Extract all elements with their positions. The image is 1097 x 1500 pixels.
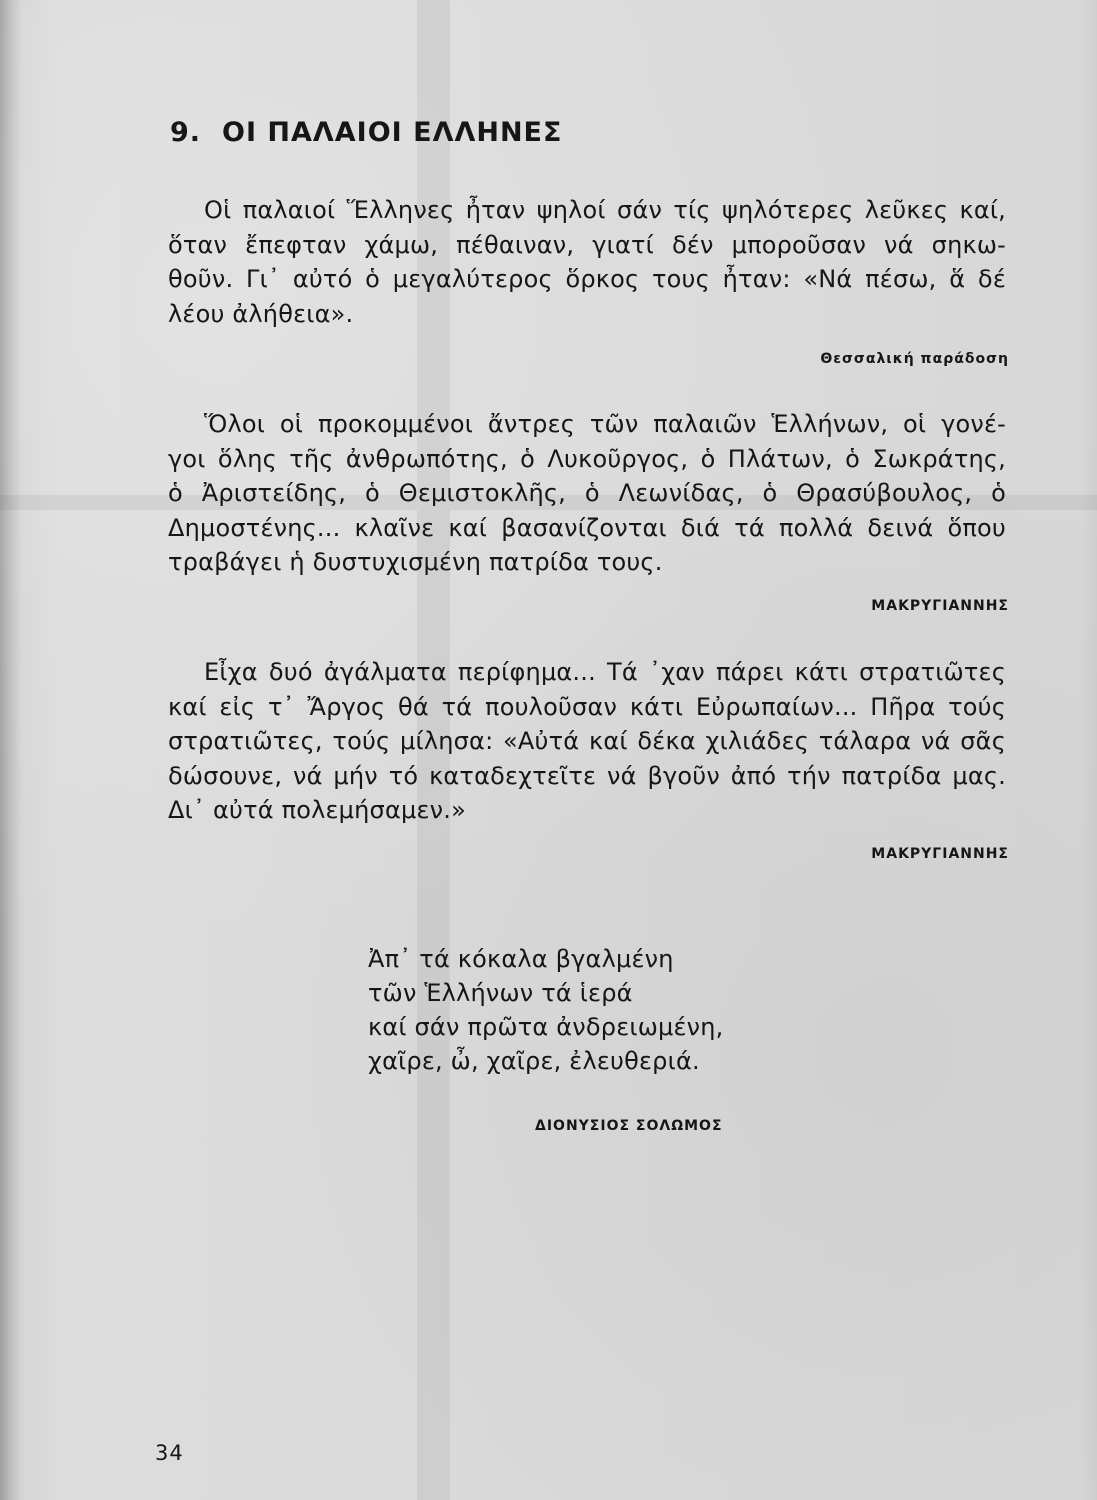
paragraph-line: στρατιῶτες, τούς μίλησα: «Αὐτά καί δέκα χιλιάδες τάλαρα νά σᾶς — [168, 727, 1006, 755]
poem-line: Ἀπ᾿ τά κόκαλα βγαλμένη — [368, 945, 674, 973]
source-thessalian-tradition: Θεσσαλική παράδοση — [820, 351, 1009, 367]
chapter-title-text: ΟΙ ΠΑΛΑΙΟΙ ΕΛΛΗΝΕΣ — [222, 117, 563, 148]
paragraph-line: καί εἰς τ᾿ Ἄργος θά τά πουλοῦσαν κάτι Εὐρωπαίων... Πῆρα τούς — [168, 692, 1006, 721]
paragraph-line: Δημοστένης... κλαῖνε καί βασανίζονται διά τά πολλά δεινά ὅπου — [168, 513, 1006, 542]
paragraph-line: Οἱ παλαιοί Ἕλληνες ἦταν ψηλοί σάν τίς ψηλότερες λεῦκες καί, — [204, 196, 1006, 224]
page-number: 34 — [155, 1441, 184, 1465]
poem-solomos — [368, 942, 724, 1078]
chapter-title — [170, 117, 690, 148]
poem-source: ΔΙΟΝΥΣΙΟΣ ΣΟΛΩΜΟΣ — [535, 1118, 723, 1134]
paragraph-makrygiannis-statues — [168, 655, 1006, 828]
paragraph-line: δώσουνε, νά μήν τό καταδεχτεῖτε νά βγοῦν ἀπό τήν πατρίδα μας. — [168, 761, 1006, 790]
chapter-number: 9. — [170, 117, 202, 148]
source-makrygiannis-1: ΜΑΚΡΥΓΙΑΝΝΗΣ — [871, 598, 1009, 614]
source-makrygiannis-2: ΜΑΚΡΥΓΙΑΝΝΗΣ — [871, 846, 1009, 862]
paragraph-line: λέου ἀλήθεια». — [168, 299, 354, 328]
paragraph-line: Δι᾿ αὐτά πολεμήσαμεν.» — [168, 796, 466, 824]
poem-line: καί σάν πρῶτα ἀνδρειωμένη, — [368, 1013, 724, 1041]
poem-line: τῶν Ἑλλήνων τά ἱερά — [368, 979, 633, 1007]
paragraph-makrygiannis-ancients — [168, 407, 1006, 580]
paragraph-thessalian-tradition — [168, 193, 1006, 331]
paragraph-line: γοι ὅλης τῆς ἀνθρωπότης, ὁ Λυκοῦργος, ὁ Πλάτων, ὁ Σωκράτης, — [168, 444, 1006, 473]
paragraph-line: τραβάγει ἡ δυστυχισμένη πατρίδα τους. — [168, 548, 663, 576]
paragraph-line: θοῦν. Γι᾿ αὐτό ὁ μεγαλύτερος ὅρκος τους ἦταν: «Νά πέσω, ἅ δέ — [168, 265, 1006, 293]
paragraph-line: ὅταν ἔπεφταν χάμω, πέθαιναν, γιατί δέν μποροῦσαν νά σηκω- — [168, 230, 1006, 259]
paragraph-line: Ὅλοι οἱ προκομμένοι ἄντρες τῶν παλαιῶν Ἑλλήνων, οἱ γονέ- — [204, 410, 1006, 438]
paragraph-line: Εἶχα δυό ἀγάλματα περίφημα... Τά ᾿χαν πάρει κάτι στρατιῶτες — [204, 658, 1006, 686]
poem-line: χαῖρε, ὦ, χαῖρε, ἐλευθεριά. — [368, 1047, 700, 1075]
paragraph-line: ὁ Ἀριστείδης, ὁ Θεμιστοκλῆς, ὁ Λεωνίδας, ὁ Θρασύβουλος, ὁ — [168, 479, 1006, 507]
